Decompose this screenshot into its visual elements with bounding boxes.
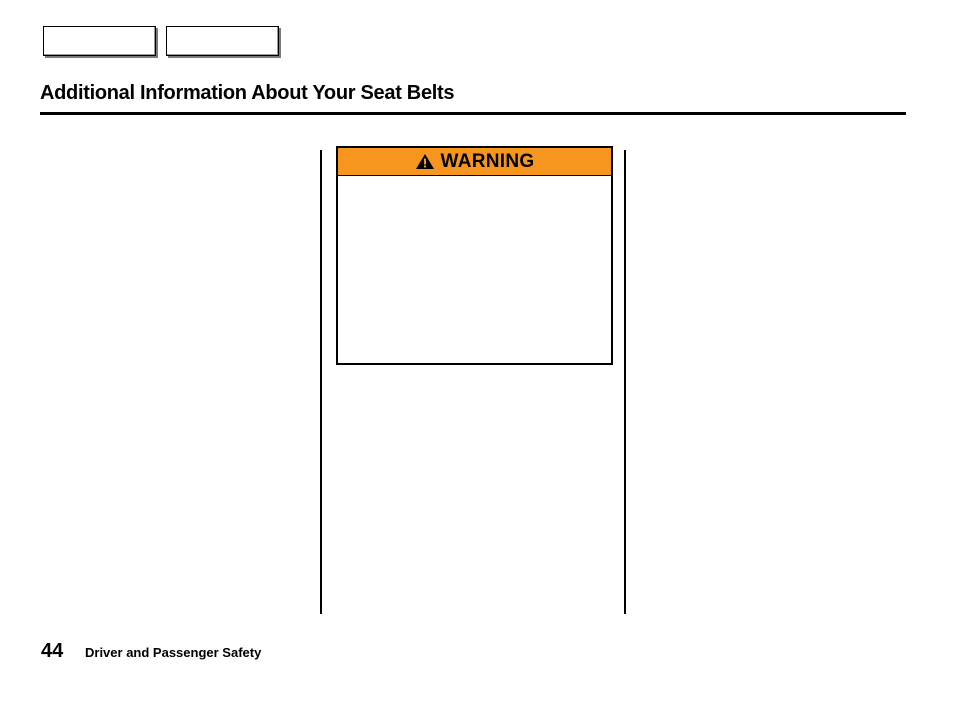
- nav-button-1[interactable]: [43, 26, 156, 56]
- nav-button-2[interactable]: [166, 26, 279, 56]
- warning-label: WARNING: [440, 150, 535, 172]
- section-name: Driver and Passenger Safety: [85, 645, 262, 660]
- warning-box: [336, 146, 613, 365]
- warning-triangle-icon: [415, 153, 435, 170]
- page-number: 44: [41, 640, 64, 662]
- page-title: Additional Information About Your Seat Belts: [40, 82, 455, 104]
- column-divider-right: [624, 150, 626, 614]
- warning-header: [338, 148, 611, 176]
- column-divider-left: [320, 150, 322, 614]
- title-divider: [40, 112, 906, 115]
